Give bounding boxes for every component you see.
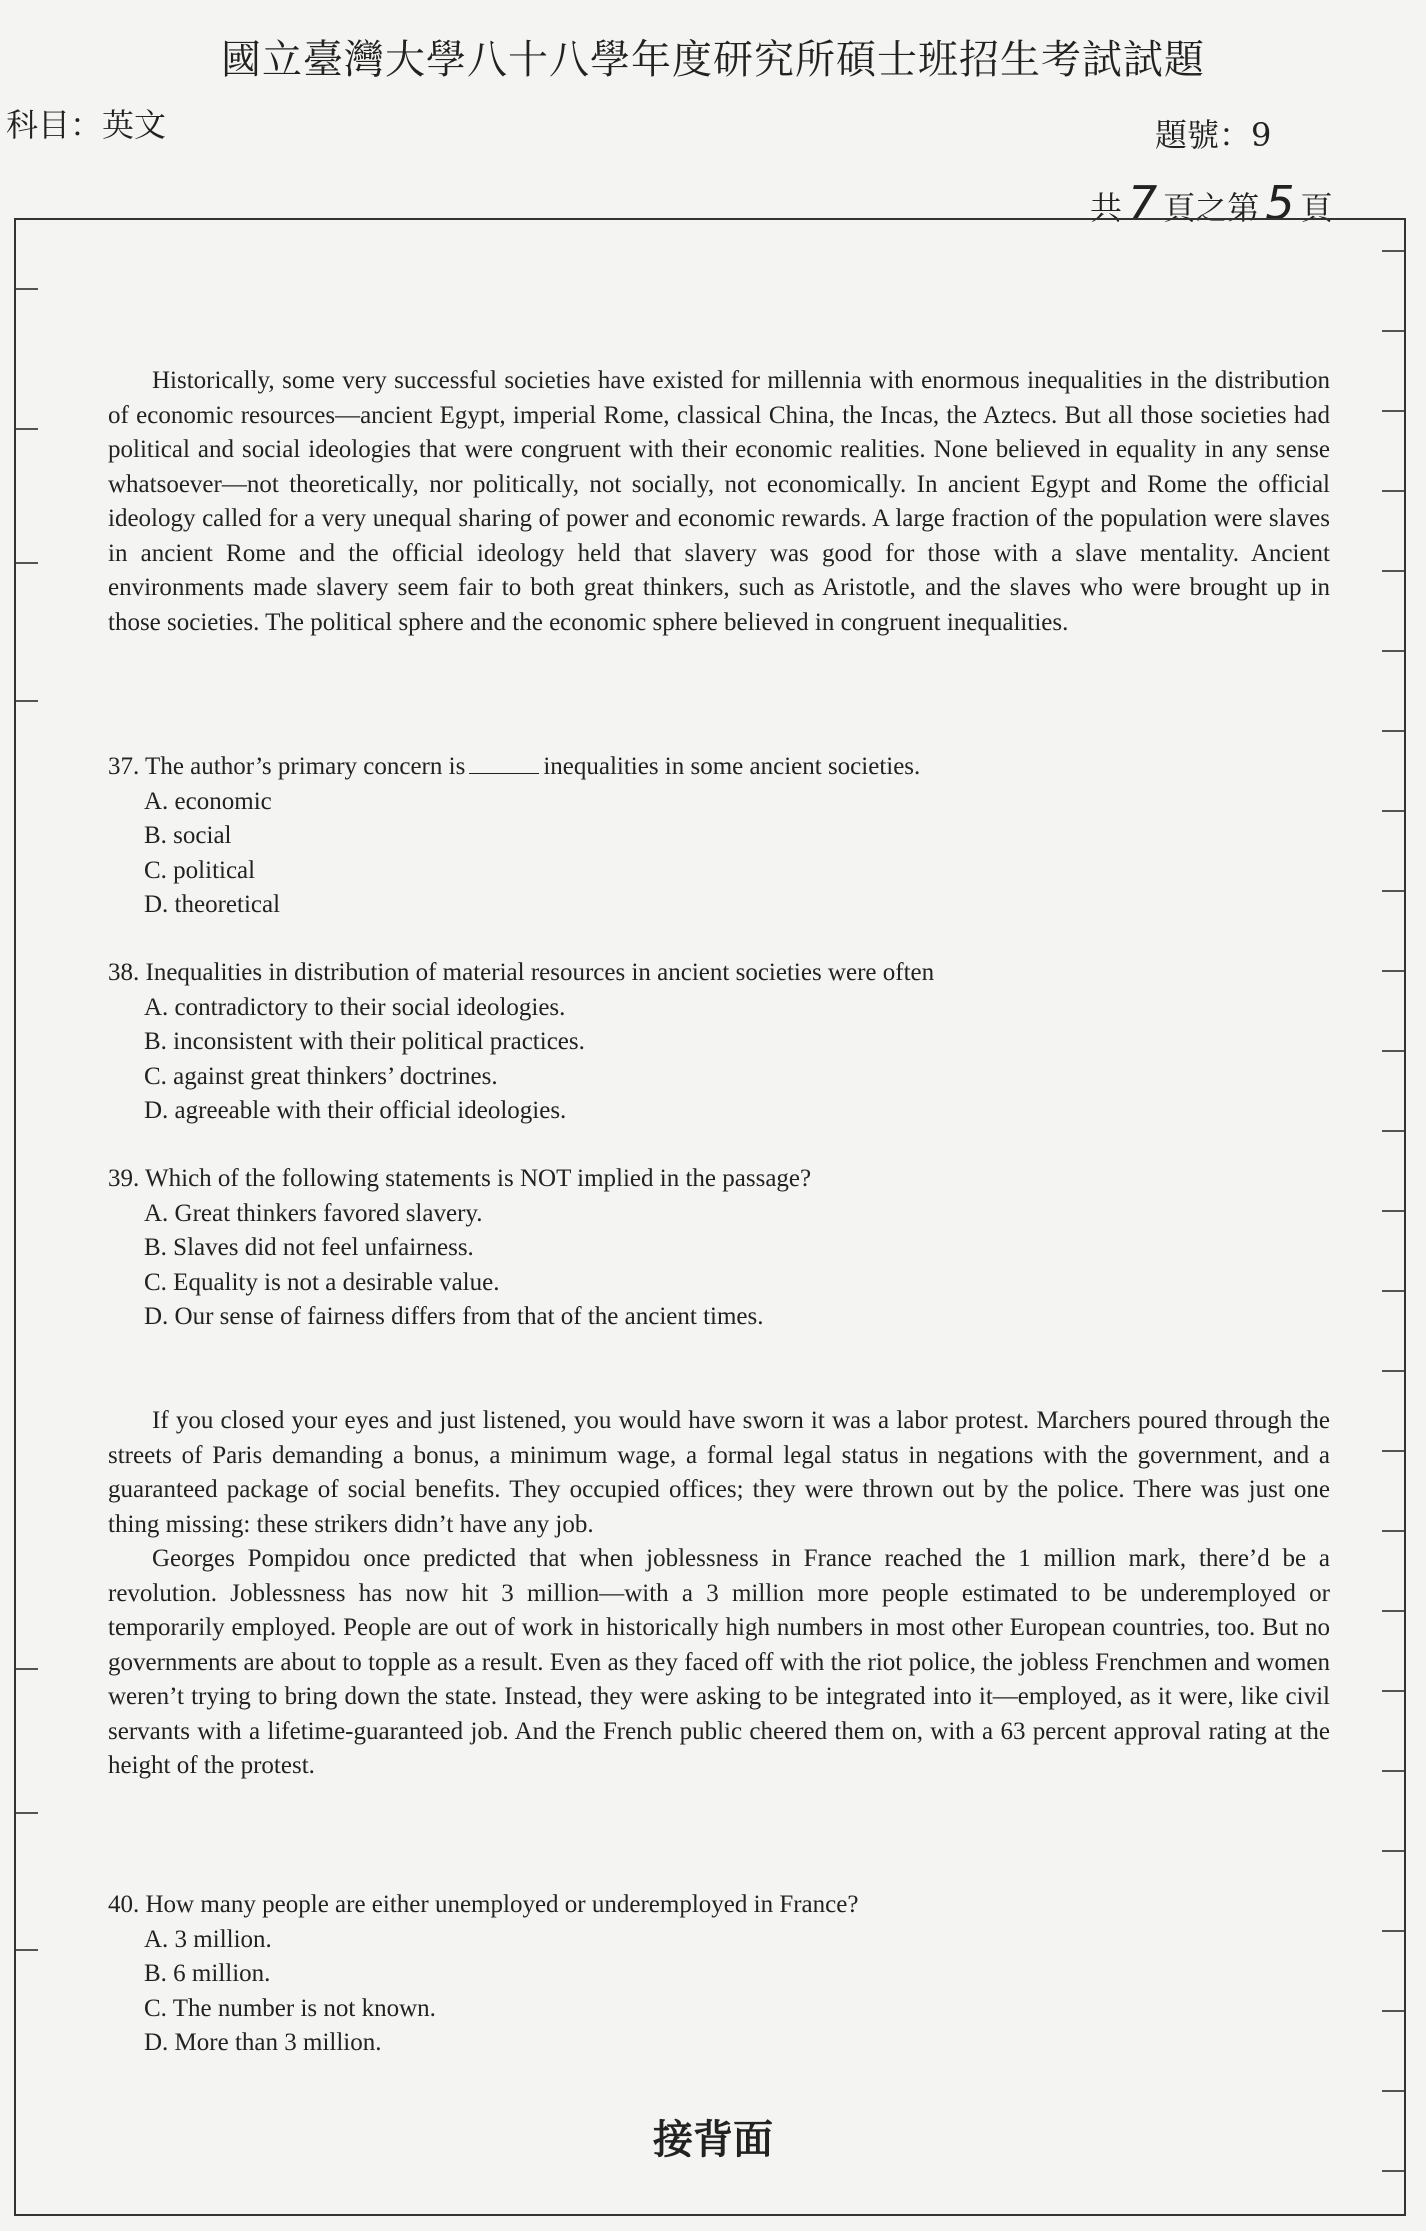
margin-tick (1382, 650, 1404, 652)
margin-tick (1382, 1610, 1404, 1612)
option: A. economic (144, 787, 272, 815)
margin-tick (1382, 1370, 1404, 1372)
page-count-current: 5 (1265, 176, 1295, 230)
option: B. inconsistent with their political practices. (144, 1028, 585, 1055)
passage-1-text: Historically, some very successful societies have existed for millennia with enormous inequalities in the distribution of economic resources—ancient Egypt, imperial Rome, classical China, the Incas, the Aztecs. But all those societies had political and social ideologies that were congruent with their economic realities. None believed in equality in any sense whatsoever—not theoretically, nor politically, not socially, not economically. In ancient Egypt and Rome the official ideology called for a very unequal sharing of power and economic rewards. A large fraction of the population were slaves in ancient Rome and the official ideology held that slavery was good for those with a slave mentality. Ancient environments made slavery seem fair to both great thinkers, such as Aristotle, and the slaves who were brought up in those societies. The political sphere and the economic sphere believed in congruent inequalities. (108, 367, 1330, 636)
option: D. Our sense of fairness differs from that of the ancient times. (144, 1303, 764, 1330)
question-38 (108, 956, 1330, 1129)
margin-tick (1382, 1210, 1404, 1212)
option: D. agreeable with their official ideologies. (144, 1097, 567, 1124)
option: B. 6 million. (144, 1960, 271, 1987)
option: A. contradictory to their social ideologies. (144, 993, 566, 1021)
margin-tick (1382, 730, 1404, 732)
option: C. political (144, 856, 256, 884)
page-count-middle: 頁之第 (1163, 189, 1260, 227)
margin-tick (1382, 330, 1404, 332)
margin-tick (1382, 2090, 1404, 2092)
answer-blank (469, 751, 539, 774)
question-number: 題號：9 (1155, 116, 1272, 154)
margin-tick (1382, 1770, 1404, 1772)
margin-tick (1382, 1850, 1404, 1852)
margin-tick (1382, 570, 1404, 572)
margin-tick (1382, 2010, 1404, 2012)
question-37-stem: 37. The author’s primary concern is (108, 753, 466, 780)
option: B. social (144, 822, 232, 849)
option: D. theoretical (144, 891, 281, 918)
margin-tick (1382, 890, 1404, 892)
option: C. Equality is not a desirable value. (144, 1268, 500, 1296)
passage-1 (108, 364, 1330, 640)
option: B. Slaves did not feel unfairness. (144, 1234, 474, 1261)
margin-tick (16, 562, 38, 564)
page-count-prefix: 共 (1090, 189, 1123, 227)
page-count-suffix: 頁 (1300, 189, 1333, 227)
margin-tick (1382, 1690, 1404, 1692)
margin-tick (16, 1812, 38, 1814)
margin-tick (1382, 1530, 1404, 1532)
margin-tick (1382, 1050, 1404, 1052)
option: C. The number is not known. (144, 1994, 436, 2022)
question-40 (108, 1888, 1330, 2061)
question-39 (108, 1162, 1330, 1335)
question-37-stem-end: inequalities in some ancient societies. (543, 753, 921, 780)
page-title: 國立臺灣大學八十八學年度研究所碩士班招生考試試題 (221, 37, 1205, 83)
margin-tick (1382, 490, 1404, 492)
question-38-stem: 38. Inequalities in distribution of material resources in ancient societies were often (108, 959, 935, 986)
margin-tick (1382, 1130, 1404, 1132)
margin-tick (16, 1949, 38, 1951)
passage-2-paragraph-1: If you closed your eyes and just listened, you would have sworn it was a labor protest. Marchers poured through the streets of Paris demanding a bonus, a minimum wage, a formal legal status in negations with the government, and a guaranteed package of social benefits. They occupied offices; they were thrown out by the police. There was just one thing missing: these strikers didn’t have any job. (108, 1407, 1330, 1538)
passage-2-paragraph-2: Georges Pompidou once predicted that when joblessness in France reached the 1 million mark, there’d be a revolution. Joblessness has now hit 3 million—with a 3 million more people estimated to be underemployed or temporarily employed. People are out of work in historically high numbers in most other European countries, too. But no governments are about to topple as a result. Even as they faced off with the riot police, the jobless Frenchmen and women weren’t trying to bring down the state. Instead, they were asking to be integrated into it—employed, as it were, like civil servants with a lifetime-guaranteed job. And the French public cheered them on, with a 63 percent approval rating at the height of the protest. (108, 1545, 1330, 1779)
question-37 (108, 750, 1330, 923)
question-39-stem: 39. Which of the following statements is NOT implied in the passage? (108, 1165, 812, 1192)
option: C. against great thinkers’ doctrines. (144, 1062, 498, 1090)
option: A. 3 million. (144, 1925, 272, 1953)
passage-2 (108, 1404, 1330, 1784)
option: D. More than 3 million. (144, 2029, 382, 2056)
subject-label: 科目：英文 (6, 106, 167, 144)
margin-tick (1382, 1290, 1404, 1292)
page-count-total: 7 (1128, 176, 1158, 230)
margin-tick (1382, 410, 1404, 412)
margin-tick (16, 1668, 38, 1670)
margin-tick (16, 428, 38, 430)
option: A. Great thinkers favored slavery. (144, 1199, 483, 1227)
margin-tick (1382, 970, 1404, 972)
margin-tick (16, 700, 38, 702)
question-40-stem: 40. How many people are either unemployed or underemployed in France? (108, 1891, 859, 1918)
margin-tick (1382, 250, 1404, 252)
margin-tick (1382, 810, 1404, 812)
margin-tick (1382, 2170, 1404, 2172)
continue-on-back-note: 接背面 (653, 2116, 773, 2163)
margin-tick (1382, 1930, 1404, 1932)
margin-tick (16, 288, 38, 290)
margin-tick (1382, 1450, 1404, 1452)
